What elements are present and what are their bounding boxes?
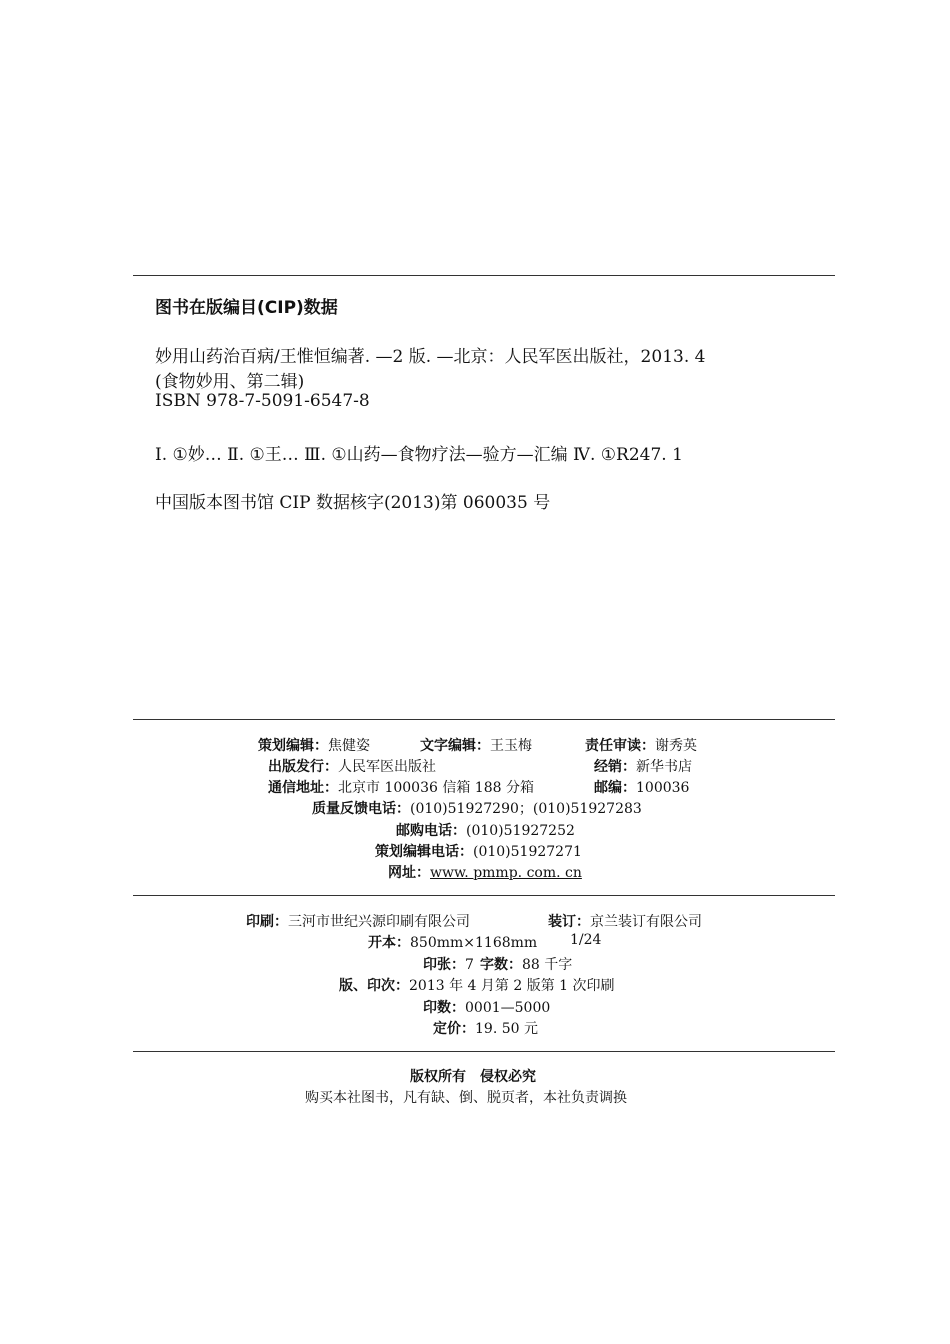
publisher-label: 出版发行：	[268, 759, 338, 775]
format-label: 开本：	[368, 935, 410, 951]
cip-isbn: ISBN 978-7-5091-6547-8	[155, 391, 370, 411]
distributor-label: 经销：	[594, 759, 636, 775]
address	[268, 777, 534, 797]
publisher	[268, 756, 436, 776]
cip-heading: 图书在版编目(CIP)数据	[155, 298, 338, 318]
planning-editor-label: 策划编辑：	[258, 738, 328, 754]
edition	[339, 975, 615, 995]
staff-top-rule	[133, 719, 835, 720]
sheets	[423, 954, 474, 974]
sheets-label: 印张：	[423, 957, 465, 973]
price-value: 19. 50 元	[475, 1021, 538, 1037]
copyright-notice: 版权所有 侵权必究	[410, 1069, 536, 1085]
planning-editor-phone-value: (010)51927271	[473, 844, 582, 860]
address-value: 北京市 100036 信箱 188 分箱	[338, 780, 534, 796]
print-run-label: 印数：	[423, 1000, 465, 1016]
publisher-value: 人民军医出版社	[338, 759, 436, 775]
distributor-value: 新华书店	[636, 759, 692, 775]
feedback-phone	[312, 798, 642, 818]
format-fraction: 1/24	[570, 932, 602, 948]
address-label: 通信地址：	[268, 780, 338, 796]
mail-order-phone-label: 邮购电话：	[396, 823, 466, 839]
cip-classification: Ⅰ. ①妙… Ⅱ. ①王… Ⅲ. ①山药—食物疗法—验方—汇编 Ⅳ. ①R247. 1	[155, 445, 683, 465]
proofreader-label: 责任审读：	[585, 738, 655, 754]
postcode-label: 邮编：	[594, 780, 636, 796]
word-count-value: 88 千字	[522, 957, 573, 973]
website	[388, 862, 582, 882]
cip-series-line: (食物妙用、第二辑)	[155, 372, 305, 392]
edition-label: 版、印次：	[339, 978, 409, 994]
cip-title-line: 妙用山药治百病/王惟恒编著. —2 版. —北京：人民军医出版社，2013. 4	[155, 347, 706, 367]
binder-value: 京兰装订有限公司	[590, 914, 702, 930]
binder-label: 装订：	[548, 914, 590, 930]
format	[368, 932, 537, 952]
word-count-label: 字数：	[480, 957, 522, 973]
planning-editor-phone-label: 策划编辑电话：	[375, 844, 473, 860]
sheets-value: 7	[465, 957, 474, 973]
edition-value: 2013 年 4 月第 2 版第 1 次印刷	[409, 978, 615, 994]
distributor	[594, 756, 692, 776]
planning-editor-value: 焦健姿	[328, 738, 370, 754]
printer-label: 印刷：	[246, 914, 288, 930]
website-value: www. pmmp. com. cn	[430, 865, 582, 881]
printer-value: 三河市世纪兴源印刷有限公司	[288, 914, 470, 930]
feedback-phone-label: 质量反馈电话：	[312, 801, 410, 817]
cip-record-number: 中国版本图书馆 CIP 数据核字(2013)第 060035 号	[155, 493, 551, 513]
postcode	[594, 777, 689, 797]
format-value: 850mm×1168mm	[410, 935, 538, 951]
mail-order-phone-value: (010)51927252	[466, 823, 575, 839]
copyright-top-rule	[133, 1051, 835, 1052]
print-run-value: 0001—5000	[465, 1000, 551, 1016]
planning-editor	[258, 735, 370, 755]
proofreader-value: 谢秀英	[655, 738, 697, 754]
binder	[548, 911, 702, 931]
website-label: 网址：	[388, 865, 430, 881]
cip-top-rule	[133, 275, 835, 276]
price	[433, 1018, 538, 1038]
planning-editor-phone	[375, 841, 582, 861]
print-run	[423, 997, 550, 1017]
text-editor	[420, 735, 532, 755]
postcode-value: 100036	[636, 780, 690, 796]
text-editor-value: 王玉梅	[490, 738, 532, 754]
price-label: 定价：	[433, 1021, 475, 1037]
word-count	[480, 954, 572, 974]
printing-top-rule	[133, 895, 835, 896]
mail-order-phone	[396, 820, 575, 840]
printer	[246, 911, 470, 931]
exchange-policy: 购买本社图书，凡有缺、倒、脱页者，本社负责调换	[305, 1090, 627, 1106]
feedback-phone-value: (010)51927290；(010)51927283	[410, 801, 642, 817]
text-editor-label: 文字编辑：	[420, 738, 490, 754]
proofreader	[585, 735, 697, 755]
